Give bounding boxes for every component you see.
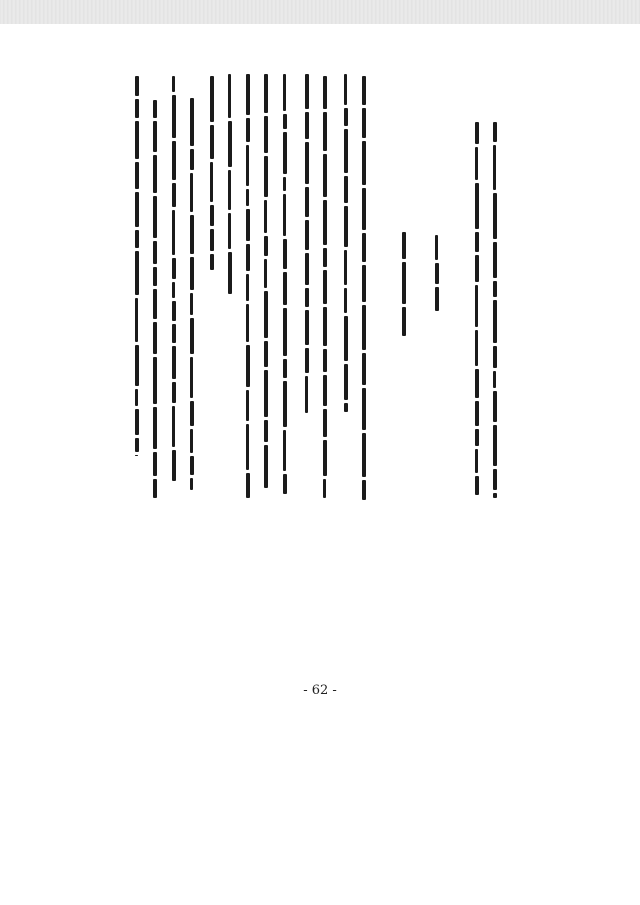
text-column: [323, 76, 327, 520]
text-column: [362, 76, 366, 520]
text-column: [475, 122, 479, 517]
text-column: [344, 74, 348, 430]
text-column: [153, 100, 157, 520]
text-column: [305, 74, 309, 432]
text-column: [435, 235, 439, 315]
page-number: - 62 -: [303, 683, 337, 698]
text-column: [493, 122, 497, 520]
text-column: [402, 232, 406, 340]
text-column: [246, 74, 250, 520]
text-column: [210, 76, 214, 280]
text-column: [264, 74, 268, 508]
text-column: [283, 74, 287, 520]
text-column: [135, 76, 139, 480]
text-column: [190, 98, 194, 512]
text-column: [172, 76, 176, 505]
scan-top-band: [0, 0, 640, 24]
text-column: [228, 74, 232, 302]
